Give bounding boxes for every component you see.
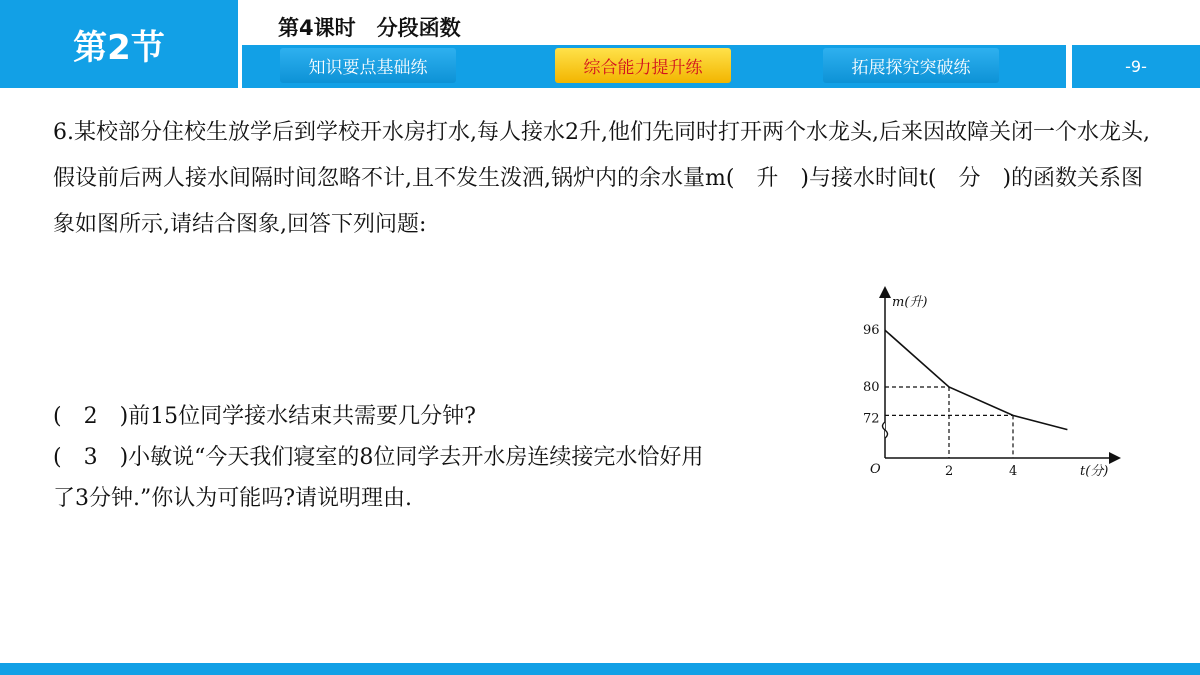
question-stem: 6.某校部分住校生放学后到学校开水房打水,每人接水2升,他们先同时打开两个水龙头,后来因故障关闭一个水龙头,假设前后两人接水间隔时间忽略不计,且不发生泼洒,锅炉内的余水量m( 升 )与接水时间t( 分 )的函数关系图象如图所示,请结合图象,回答下列问题: — [53, 120, 1150, 237]
tab-basic-practice[interactable]: 知识要点基础练 — [280, 48, 456, 83]
y-axis-label: m(升) — [892, 295, 928, 310]
tab-extension-practice[interactable]: 拓展探究突破练 — [823, 48, 999, 83]
y-tick-label-96: 96 — [863, 323, 880, 339]
x-tick-label-2: 2 — [945, 464, 954, 479]
lesson-title: 第4课时 分段函数 — [278, 16, 461, 40]
x-axis-label: t(分) — [1080, 464, 1109, 479]
axis-break-mark — [883, 422, 888, 438]
tab-ability-practice[interactable]: 综合能力提升练 — [555, 48, 731, 83]
origin-label: O — [870, 462, 881, 477]
question-part-3-line-1: ( 3 )小敏说“今天我们寝室的8位同学去开水房连续接完水恰好用 — [53, 445, 704, 470]
section-label: 第2节 — [73, 27, 165, 68]
y-tick-label-72: 72 — [863, 411, 880, 427]
page-number: -9- — [1072, 45, 1200, 88]
series-line — [885, 330, 1067, 429]
footer-bar — [0, 663, 1200, 675]
x-tick-label-4: 4 — [1009, 464, 1018, 479]
section-badge — [0, 0, 238, 88]
function-graph — [850, 280, 1130, 490]
question-part-3-line-2: 了3分钟.”你认为可能吗?请说明理由. — [53, 486, 413, 511]
y-tick-label-80: 80 — [863, 380, 880, 395]
question-part-2: ( 2 )前15位同学接水结束共需要几分钟? — [53, 404, 476, 429]
tab-bar — [242, 45, 1066, 88]
